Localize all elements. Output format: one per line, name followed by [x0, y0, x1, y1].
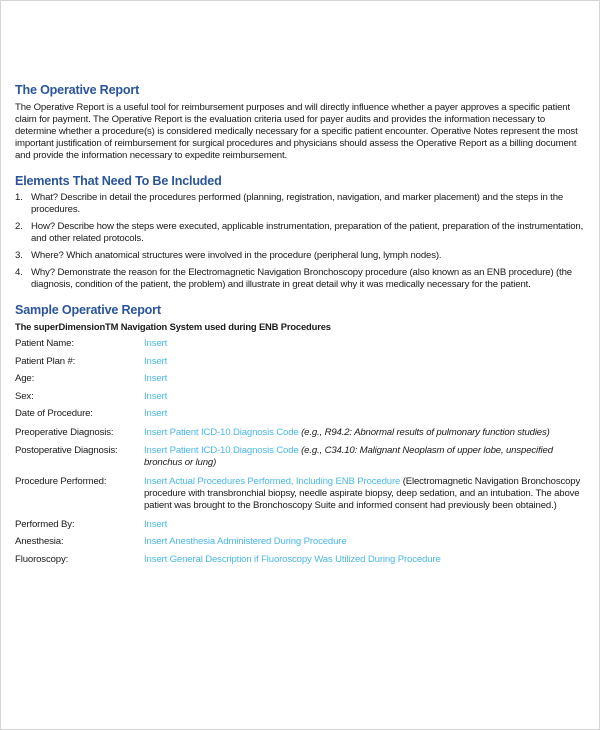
- field-value: [144, 356, 587, 368]
- field-label: Sex:: [15, 390, 34, 402]
- insert-placeholder-link[interactable]: Insert: [144, 518, 168, 530]
- section-elements-included: [15, 173, 587, 291]
- insert-placeholder-link[interactable]: Insert Patient ICD-10 Diagnosis Code: [144, 427, 299, 438]
- field-value: [144, 427, 587, 439]
- field-row-date-of-procedure: [15, 408, 587, 420]
- field-row-fluoroscopy: [15, 554, 587, 566]
- list-item-text: Where? Which anatomical structures were involved in the procedure (peripheral lung, lymph nodes).: [31, 250, 442, 261]
- section-heading-sample-report: Sample Operative Report: [15, 303, 161, 317]
- field-label: Fluoroscopy:: [15, 553, 69, 565]
- section-heading-elements: Elements That Need To Be Included: [15, 174, 222, 188]
- field-row-performed-by: [15, 519, 587, 531]
- list-item: [15, 250, 587, 262]
- section-heading-operative-report: The Operative Report: [15, 83, 140, 97]
- field-value: [144, 536, 587, 548]
- field-value: [144, 445, 587, 469]
- field-value: [144, 391, 587, 403]
- field-row-procedure-performed: [15, 476, 587, 512]
- example-text: (e.g., C34.10: Malignant Neoplasm of upper lobe, unspecified bronchus or lung): [144, 444, 553, 468]
- insert-placeholder-link[interactable]: Insert Actual Procedures Performed, Including ENB Procedure: [144, 475, 401, 487]
- field-value: [144, 338, 587, 350]
- list-item-text: Why? Demonstrate the reason for the Electromagnetic Navigation Bronchoscopy procedure (also known as an ENB procedure) (the diagnosis, condition of the patient, the problem) and illustrate in great detail why it was medically necessary for the patient.: [31, 267, 572, 290]
- field-value: [144, 373, 587, 385]
- procedure-description: (Electromagnetic Navigation Bronchoscopy procedure with transbronchial biopsy, needle aspirate biopsy, deep sedation, and an intubation. The above patient was brought to the Bronchoscopy Suite and informed consent had previously been obtained.): [144, 475, 581, 511]
- field-row-patient-name: [15, 338, 587, 350]
- insert-placeholder-link[interactable]: Insert General Description if Fluoroscopy Was Utilized During Procedure: [144, 553, 441, 565]
- field-label: Date of Procedure:: [15, 408, 93, 419]
- field-label: Anesthesia:: [15, 536, 64, 547]
- field-label: Performed By:: [15, 518, 75, 530]
- list-item: [15, 221, 587, 245]
- section-sample-report: [15, 302, 587, 566]
- insert-placeholder-link[interactable]: Insert: [144, 408, 168, 419]
- list-item-number: 4.: [15, 267, 23, 278]
- list-item-text: How? Describe how the steps were executed, applicable instrumentation, preparation of the patient, preparation of the instrumentation, and other related protocols.: [31, 221, 584, 244]
- insert-placeholder-link[interactable]: Insert: [144, 373, 168, 384]
- list-item: [15, 192, 587, 216]
- sample-report-subtitle: The superDimensionTM Navigation System used during ENB Procedures: [15, 321, 331, 332]
- field-label: Patient Plan #:: [15, 355, 76, 367]
- field-row-age: [15, 373, 587, 385]
- list-item-number: 3.: [15, 250, 23, 261]
- field-label: Preoperative Diagnosis:: [15, 427, 114, 438]
- list-item-number: 2.: [15, 221, 23, 232]
- insert-placeholder-link[interactable]: Insert Patient ICD-10 Diagnosis Code: [144, 444, 299, 456]
- field-value: [144, 554, 587, 566]
- elements-list: [15, 192, 587, 291]
- list-item: [15, 267, 587, 291]
- field-row-sex: [15, 391, 587, 403]
- insert-placeholder-link[interactable]: Insert: [144, 355, 168, 367]
- insert-placeholder-link[interactable]: Insert Anesthesia Administered During Procedure: [144, 536, 347, 547]
- operative-report-paragraph: The Operative Report is a useful tool for reimbursement purposes and will directly influence whether a payer approves a specific patient claim for payment. The Operative Report is the evaluation criteria used for payer audits and provides the information necessary to determine whether a procedure(s) is considered medically necessary for a specific patient encounter. Operative Notes represent the most important justification of reimbursement for surgical procedures and physicians should assess the Operative Report as a billing document and provide the information necessary to expedite reimbursement.: [15, 102, 578, 161]
- field-value: [144, 408, 587, 420]
- list-item-number: 1.: [15, 192, 23, 203]
- insert-placeholder-link[interactable]: Insert: [144, 390, 168, 402]
- insert-placeholder-link[interactable]: Insert: [144, 338, 168, 349]
- field-row-patient-plan: [15, 356, 587, 368]
- field-label: Patient Name:: [15, 338, 74, 349]
- document-content: [15, 82, 587, 566]
- field-row-anesthesia: [15, 536, 587, 548]
- field-label: Procedure Performed:: [15, 475, 107, 487]
- field-row-preoperative-diagnosis: [15, 427, 587, 439]
- list-item-text: What? Describe in detail the procedures performed (planning, registration, navigation, and marker placement) and the steps in the procedures.: [31, 192, 564, 215]
- field-value: [144, 519, 587, 531]
- example-text: (e.g., R94.2: Abnormal results of pulmonary function studies): [301, 427, 550, 438]
- field-label: Age:: [15, 373, 35, 384]
- field-value: [144, 476, 587, 512]
- field-label: Postoperative Diagnosis:: [15, 444, 118, 456]
- field-row-postoperative-diagnosis: [15, 445, 587, 469]
- section-operative-report: [15, 82, 587, 162]
